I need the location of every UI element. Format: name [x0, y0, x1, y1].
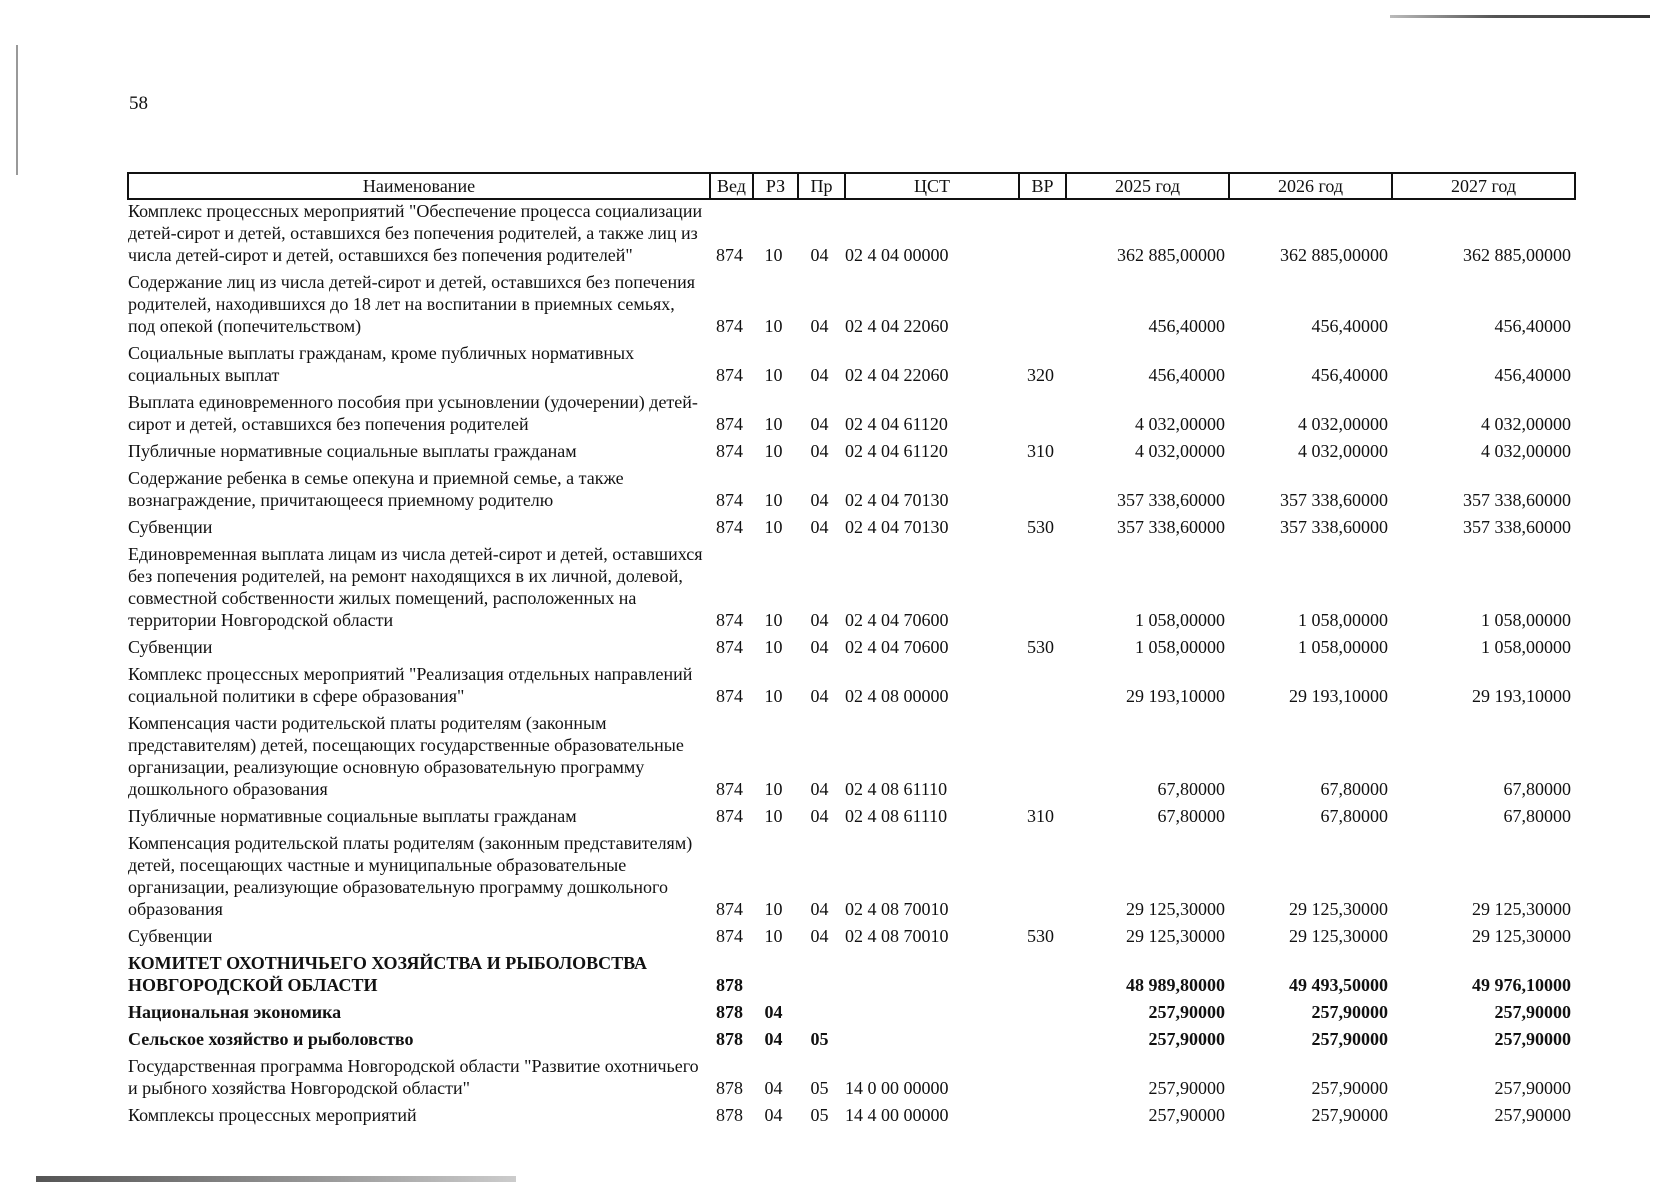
- row-name-cell: Национальная экономика: [128, 1002, 342, 1022]
- row-rz-cell: 10: [764, 365, 783, 385]
- row-cst-cell: 14 4 00 00000: [845, 1105, 949, 1125]
- row-2027-cell: 257,90000: [1494, 1105, 1571, 1125]
- row-pr-cell: 04: [810, 365, 829, 385]
- row-pr-cell: 05: [810, 1105, 829, 1125]
- row-vr-cell: 310: [1027, 806, 1054, 826]
- row-name-cell: Комплексы процессных мероприятий: [128, 1105, 417, 1125]
- table-row: [128, 199, 1575, 271]
- row-pr-cell: 04: [810, 926, 829, 946]
- row-cst-cell: 02 4 08 61110: [845, 779, 948, 799]
- row-2027-cell: 67,80000: [1503, 779, 1571, 799]
- row-vr-cell: [1019, 1001, 1066, 1028]
- row-vr-cell: [1019, 663, 1066, 712]
- row-name-cell: Сельское хозяйство и рыболовство: [128, 1029, 414, 1049]
- row-ved-cell: 874: [716, 610, 743, 630]
- row-2025-cell: 48 989,80000: [1126, 975, 1225, 995]
- row-cst-cell: 14 0 00 00000: [845, 1078, 949, 1098]
- row-ved-cell: 874: [716, 245, 743, 265]
- row-vr-cell: [1019, 391, 1066, 440]
- row-ved-cell: 874: [716, 637, 743, 657]
- row-ved-cell: 874: [716, 490, 743, 510]
- row-name-cell: Единовременная выплата лицам из числа детей-сирот и детей, оставшихся без попечения родителей, на ремонт находящихся в их личной, долевой, совместной собственности жилых помещений, расположенных на территории Новгородской области: [128, 544, 703, 630]
- row-2027-cell: 1 058,00000: [1481, 637, 1571, 657]
- row-ved-cell: 878: [716, 1078, 743, 1098]
- row-2026-cell: 29 125,30000: [1289, 899, 1388, 919]
- row-2027-cell: 1 058,00000: [1481, 610, 1571, 630]
- row-2025-cell: 67,80000: [1157, 806, 1225, 826]
- row-2027-cell: 29 125,30000: [1472, 926, 1571, 946]
- col-header-pr: Пр: [798, 173, 845, 199]
- row-pr-cell: 04: [810, 245, 829, 265]
- row-name-cell: КОМИТЕТ ОХОТНИЧЬЕГО ХОЗЯЙСТВА И РЫБОЛОВСТВА НОВГОРОДСКОЙ ОБЛАСТИ: [128, 953, 648, 995]
- row-2026-cell: 362 885,00000: [1280, 245, 1388, 265]
- row-pr-cell: 04: [810, 490, 829, 510]
- row-cst-cell: [845, 1028, 1019, 1055]
- row-rz-cell: 10: [764, 316, 783, 336]
- table-row: [128, 925, 1575, 952]
- col-header-cst: ЦСТ: [845, 173, 1019, 199]
- row-2025-cell: 362 885,00000: [1117, 245, 1225, 265]
- row-2025-cell: 4 032,00000: [1135, 441, 1225, 461]
- row-rz-cell: 10: [764, 517, 783, 537]
- row-name-cell: Выплата единовременного пособия при усыновлении (удочерении) детей-сирот и детей, оставшихся без попечения родителей: [128, 392, 698, 434]
- row-2027-cell: 29 125,30000: [1472, 899, 1571, 919]
- row-2025-cell: 257,90000: [1148, 1105, 1225, 1125]
- row-vr-cell: [1019, 1028, 1066, 1055]
- row-2026-cell: 257,90000: [1311, 1105, 1388, 1125]
- row-2027-cell: 257,90000: [1494, 1029, 1571, 1049]
- row-cst-cell: 02 4 08 70010: [845, 899, 949, 919]
- row-2027-cell: 4 032,00000: [1481, 441, 1571, 461]
- row-2026-cell: 49 493,50000: [1289, 975, 1388, 995]
- row-pr-cell: 05: [810, 1029, 829, 1049]
- row-name-cell: Комплекс процессных мероприятий "Реализация отдельных направлений социальной политики в сфере образования": [128, 664, 693, 706]
- table-row: [128, 1028, 1575, 1055]
- col-header-rz: РЗ: [753, 173, 798, 199]
- row-ved-cell: 874: [716, 686, 743, 706]
- row-2027-cell: 357 338,60000: [1463, 517, 1571, 537]
- row-cst-cell: 02 4 08 70010: [845, 926, 949, 946]
- scan-artifact-bottom: [36, 1176, 516, 1182]
- row-rz-cell: 04: [764, 1078, 783, 1098]
- row-rz-cell: 10: [764, 926, 783, 946]
- col-header-2026: 2026 год: [1229, 173, 1392, 199]
- row-name-cell: Компенсация части родительской платы родителям (законным представителям) детей, посещающих государственные образовательные организации, реализующие основную образовательную программу дошкольного образования: [128, 713, 684, 799]
- row-cst-cell: 02 4 04 22060: [845, 365, 949, 385]
- row-rz-cell: 10: [764, 806, 783, 826]
- row-2027-cell: 456,40000: [1494, 316, 1571, 336]
- table-row: [128, 712, 1575, 805]
- row-cst-cell: 02 4 04 70600: [845, 637, 949, 657]
- row-rz-cell: 10: [764, 686, 783, 706]
- row-rz-cell: 10: [764, 899, 783, 919]
- row-ved-cell: 874: [716, 365, 743, 385]
- row-2026-cell: 67,80000: [1320, 779, 1388, 799]
- row-2025-cell: 456,40000: [1148, 365, 1225, 385]
- row-vr-cell: 530: [1027, 926, 1054, 946]
- row-2027-cell: 357 338,60000: [1463, 490, 1571, 510]
- row-vr-cell: [1019, 832, 1066, 925]
- col-header-vr: ВР: [1019, 173, 1066, 199]
- row-2026-cell: 4 032,00000: [1298, 441, 1388, 461]
- row-pr-cell: 04: [810, 316, 829, 336]
- row-vr-cell: [1019, 271, 1066, 342]
- row-name-cell: Субвенции: [128, 637, 213, 657]
- row-vr-cell: 530: [1027, 637, 1054, 657]
- row-pr-cell: [798, 952, 845, 1001]
- row-2027-cell: 29 193,10000: [1472, 686, 1571, 706]
- row-pr-cell: 04: [810, 517, 829, 537]
- table-row: [128, 543, 1575, 636]
- row-cst-cell: 02 4 08 00000: [845, 686, 949, 706]
- row-2027-cell: 4 032,00000: [1481, 414, 1571, 434]
- row-2025-cell: 1 058,00000: [1135, 637, 1225, 657]
- row-rz-cell: 04: [764, 1105, 783, 1125]
- row-vr-cell: 530: [1027, 517, 1054, 537]
- row-2026-cell: 67,80000: [1320, 806, 1388, 826]
- row-pr-cell: 04: [810, 637, 829, 657]
- row-ved-cell: 874: [716, 316, 743, 336]
- row-vr-cell: [1019, 543, 1066, 636]
- row-ved-cell: 874: [716, 779, 743, 799]
- row-vr-cell: 310: [1027, 441, 1054, 461]
- row-2026-cell: 257,90000: [1311, 1002, 1388, 1022]
- row-name-cell: Государственная программа Новгородской области "Развитие охотничьего и рыбного хозяйства Новгородской области": [128, 1056, 699, 1098]
- row-rz-cell: 04: [764, 1002, 783, 1022]
- row-rz-cell: 10: [764, 441, 783, 461]
- col-header-name: Наименование: [128, 173, 710, 199]
- row-2025-cell: 257,90000: [1148, 1078, 1225, 1098]
- row-2025-cell: 257,90000: [1148, 1029, 1225, 1049]
- row-name-cell: Субвенции: [128, 926, 213, 946]
- row-rz-cell: [753, 952, 798, 1001]
- table-row: [128, 1104, 1575, 1131]
- table-row: [128, 467, 1575, 516]
- row-2025-cell: 29 125,30000: [1126, 899, 1225, 919]
- row-ved-cell: 874: [716, 414, 743, 434]
- table-row: [128, 516, 1575, 543]
- col-header-2027: 2027 год: [1392, 173, 1575, 199]
- row-2027-cell: 49 976,10000: [1472, 975, 1571, 995]
- table-row: [128, 440, 1575, 467]
- row-name-cell: Публичные нормативные социальные выплаты гражданам: [128, 441, 577, 461]
- scan-artifact-left: [16, 45, 18, 175]
- table-row: [128, 952, 1575, 1001]
- row-pr-cell: 04: [810, 414, 829, 434]
- row-2025-cell: 456,40000: [1148, 316, 1225, 336]
- row-2026-cell: 456,40000: [1311, 365, 1388, 385]
- col-header-ved: Вед: [710, 173, 753, 199]
- row-cst-cell: 02 4 04 22060: [845, 316, 949, 336]
- row-ved-cell: 878: [716, 1029, 743, 1049]
- row-cst-cell: 02 4 08 61110: [845, 806, 948, 826]
- row-name-cell: Содержание ребенка в семье опекуна и приемной семье, а также вознаграждение, причитающееся приемному родителю: [128, 468, 624, 510]
- row-rz-cell: 10: [764, 779, 783, 799]
- row-2026-cell: 257,90000: [1311, 1078, 1388, 1098]
- col-header-2025: 2025 год: [1066, 173, 1229, 199]
- row-rz-cell: 10: [764, 610, 783, 630]
- row-2027-cell: 257,90000: [1494, 1078, 1571, 1098]
- row-vr-cell: [1019, 467, 1066, 516]
- row-2025-cell: 357 338,60000: [1117, 490, 1225, 510]
- row-ved-cell: 878: [716, 1002, 743, 1022]
- row-2027-cell: 67,80000: [1503, 806, 1571, 826]
- row-name-cell: Субвенции: [128, 517, 213, 537]
- row-rz-cell: 10: [764, 245, 783, 265]
- row-vr-cell: [1019, 1104, 1066, 1131]
- row-name-cell: Публичные нормативные социальные выплаты гражданам: [128, 806, 577, 826]
- row-cst-cell: [845, 952, 1019, 1001]
- row-cst-cell: [845, 1001, 1019, 1028]
- row-name-cell: Содержание лиц из числа детей-сирот и детей, оставшихся без попечения родителей, находившихся до 18 лет на воспитании в приемных семьях, под опекой (попечительством): [128, 272, 695, 336]
- row-rz-cell: 10: [764, 637, 783, 657]
- row-2025-cell: 1 058,00000: [1135, 610, 1225, 630]
- row-pr-cell: 04: [810, 441, 829, 461]
- row-2026-cell: 1 058,00000: [1298, 637, 1388, 657]
- row-vr-cell: [1019, 199, 1066, 271]
- row-name-cell: Комплекс процессных мероприятий "Обеспечение процесса социализации детей-сирот и детей, оставшихся без попечения родителей, а также лиц из числа детей-сирот и детей, оставшихся без попечения родителей": [128, 201, 703, 265]
- row-ved-cell: 874: [716, 441, 743, 461]
- row-2026-cell: 29 193,10000: [1289, 686, 1388, 706]
- row-2025-cell: 4 032,00000: [1135, 414, 1225, 434]
- row-2027-cell: 257,90000: [1494, 1002, 1571, 1022]
- row-rz-cell: 10: [764, 414, 783, 434]
- row-pr-cell: 04: [810, 686, 829, 706]
- row-ved-cell: 878: [716, 1105, 743, 1125]
- row-pr-cell: 04: [810, 610, 829, 630]
- row-vr-cell: 320: [1027, 365, 1054, 385]
- row-cst-cell: 02 4 04 70130: [845, 517, 949, 537]
- row-2027-cell: 456,40000: [1494, 365, 1571, 385]
- row-pr-cell: 04: [810, 806, 829, 826]
- table-row: [128, 1055, 1575, 1104]
- table-row: [128, 805, 1575, 832]
- row-2026-cell: 1 058,00000: [1298, 610, 1388, 630]
- row-2026-cell: 357 338,60000: [1280, 517, 1388, 537]
- row-pr-cell: 05: [810, 1078, 829, 1098]
- row-ved-cell: 874: [716, 806, 743, 826]
- scan-artifact-top: [1390, 15, 1650, 18]
- row-2025-cell: 29 125,30000: [1126, 926, 1225, 946]
- row-2025-cell: 357 338,60000: [1117, 517, 1225, 537]
- row-vr-cell: [1019, 712, 1066, 805]
- row-2027-cell: 362 885,00000: [1463, 245, 1571, 265]
- row-cst-cell: 02 4 04 70600: [845, 610, 949, 630]
- row-2026-cell: 357 338,60000: [1280, 490, 1388, 510]
- row-ved-cell: 878: [716, 975, 743, 995]
- row-2026-cell: 456,40000: [1311, 316, 1388, 336]
- row-rz-cell: 04: [764, 1029, 783, 1049]
- row-2026-cell: 29 125,30000: [1289, 926, 1388, 946]
- row-2026-cell: 4 032,00000: [1298, 414, 1388, 434]
- row-cst-cell: 02 4 04 61120: [845, 441, 948, 461]
- table-row: [128, 271, 1575, 342]
- row-vr-cell: [1019, 1055, 1066, 1104]
- row-name-cell: Компенсация родительской платы родителям (законным представителям) детей, посещающих частные и муниципальные образовательные организации, реализующие образовательную программу дошкольного образования: [128, 833, 693, 919]
- row-cst-cell: 02 4 04 00000: [845, 245, 949, 265]
- row-2025-cell: 67,80000: [1157, 779, 1225, 799]
- table-row: [128, 1001, 1575, 1028]
- row-pr-cell: 04: [810, 779, 829, 799]
- table-row: [128, 832, 1575, 925]
- table-row: [128, 391, 1575, 440]
- table-row: [128, 663, 1575, 712]
- row-ved-cell: 874: [716, 517, 743, 537]
- row-vr-cell: [1019, 952, 1066, 1001]
- table-header-row: [128, 173, 1575, 199]
- row-ved-cell: 874: [716, 926, 743, 946]
- row-2026-cell: 257,90000: [1311, 1029, 1388, 1049]
- row-pr-cell: 04: [810, 899, 829, 919]
- row-cst-cell: 02 4 04 61120: [845, 414, 948, 434]
- row-ved-cell: 874: [716, 899, 743, 919]
- table-row: [128, 342, 1575, 391]
- row-2025-cell: 29 193,10000: [1126, 686, 1225, 706]
- table-row: [128, 636, 1575, 663]
- row-pr-cell: [798, 1001, 845, 1028]
- row-rz-cell: 10: [764, 490, 783, 510]
- row-2025-cell: 257,90000: [1148, 1002, 1225, 1022]
- row-name-cell: Социальные выплаты гражданам, кроме публичных нормативных социальных выплат: [128, 343, 635, 385]
- budget-table: [127, 172, 1576, 1131]
- row-cst-cell: 02 4 04 70130: [845, 490, 949, 510]
- page-number: 58: [129, 93, 148, 114]
